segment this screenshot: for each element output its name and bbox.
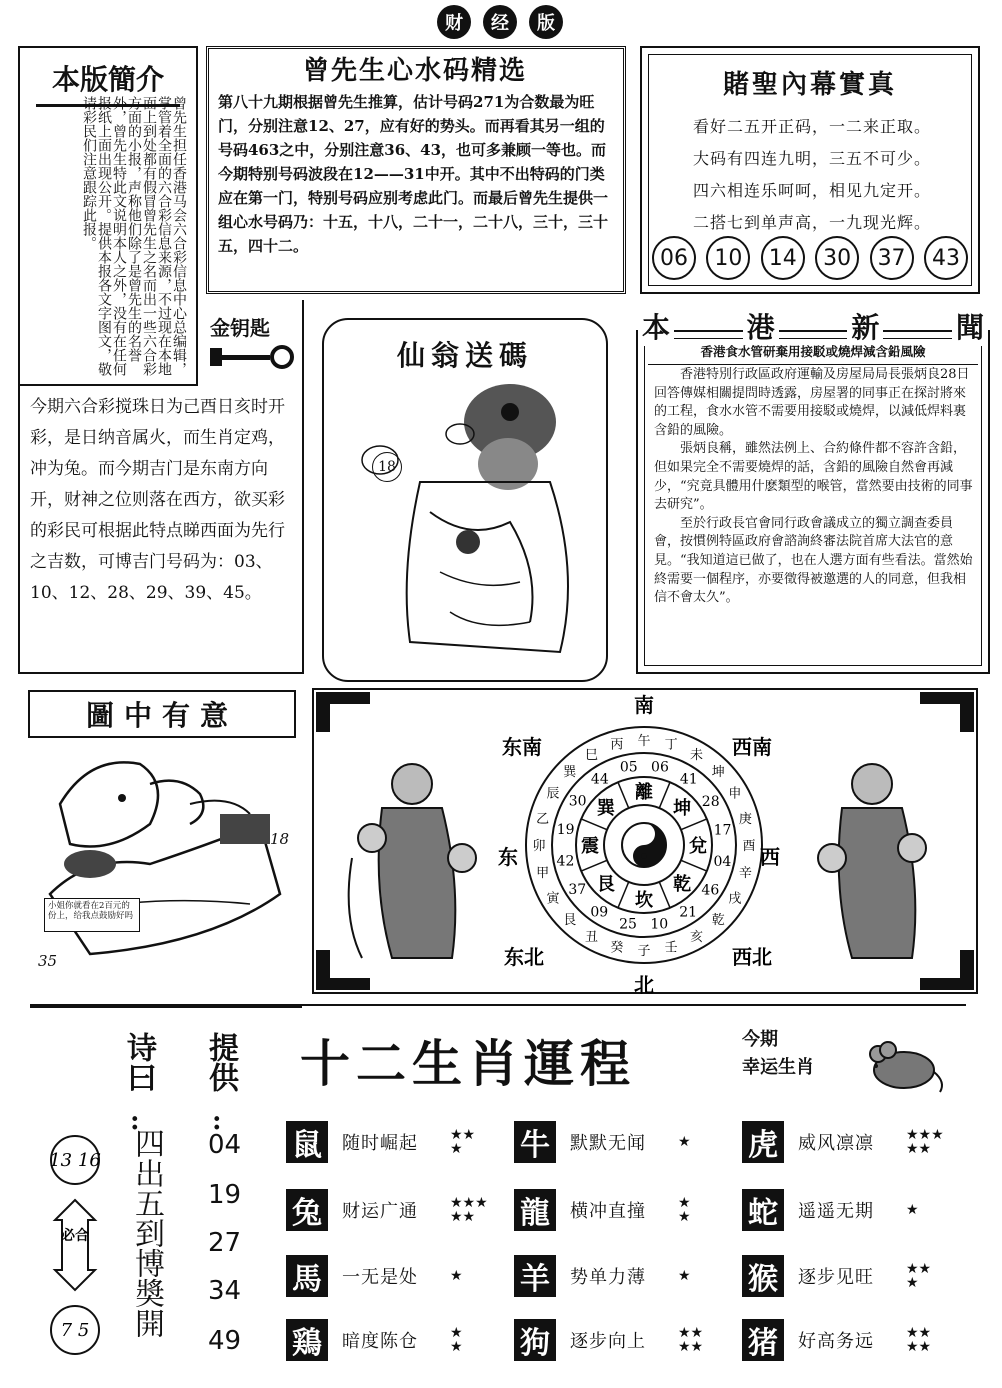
zodiac-sign: 猴 xyxy=(742,1255,784,1297)
bagua-stem-branch: 辛 xyxy=(738,866,752,882)
intro-text: 曾先生担任香港马会六合彩信息中心总编辑，掌管着全面的六合彩信息来源，不过现在本地面上到处都有假冒曾先生之名而出一些六合彩方面的小报，声称他们除了是曾先生的名誉外，曾先生特此文说明本人之外，没有在任何报纸上面出现公开。提供本报各文字图文，敬请彩民们注意跟踪此报。 xyxy=(81,96,187,376)
bagua-number: 09 xyxy=(590,904,609,921)
immortal-title: 仙翁送碼 xyxy=(396,339,533,372)
bagua-stem-branch: 卯 xyxy=(532,839,546,854)
zodiac-fortune-text: 横冲直撞 xyxy=(570,1201,646,1222)
news-section-char: 聞 xyxy=(952,306,988,346)
immortal-illustration xyxy=(360,372,590,672)
star-icon: ★ xyxy=(450,1268,463,1284)
immortal-number-badge: 18 xyxy=(372,452,402,482)
star-icon: ★★ xyxy=(906,1339,932,1355)
direction-south: 南 xyxy=(634,693,654,717)
zodiac-sign: 猪 xyxy=(742,1319,784,1361)
star-icon: ★ xyxy=(906,1275,919,1291)
bagua-stem-branch: 庚 xyxy=(738,811,752,827)
bagua-stem-branch: 寅 xyxy=(546,891,560,907)
poem-line: 大码有四连九明，三五不可少。 xyxy=(692,149,931,168)
cartoon-speech-bubble: 小姐你就看在2百元的份上，给我点鼓励好吗 xyxy=(44,898,140,932)
zodiac-fortune-text: 势单力薄 xyxy=(570,1267,646,1288)
zodiac-fortune-text: 逐步向上 xyxy=(570,1331,646,1352)
bagua-stem-branch: 乙 xyxy=(536,811,550,827)
star-icon: ★★ xyxy=(906,1141,932,1157)
lucky-number: 14 xyxy=(761,236,805,280)
bagua-spoke xyxy=(618,882,629,908)
golden-key-title: 金钥匙 xyxy=(210,316,270,340)
star-icon: ★ xyxy=(906,1202,919,1218)
zodiac-star-rating xyxy=(450,1326,463,1354)
zodiac-sign: 兔 xyxy=(286,1189,328,1231)
bagua-stem-branch: 丁 xyxy=(664,737,678,753)
news-paragraph: 至於行政長官會同行政會議成立的獨立調查委員會，按慣例特區政府會諮詢終審法院首席大法官的意見。“我知道這已做了，也在人選方面有些看法。當然始終需要一個程序，亦要徵得被邀選的人的同意，但我相信不會太久”。 xyxy=(654,515,973,606)
poem-line: 二搭七到单声高，一九现光辉。 xyxy=(692,213,931,232)
star-icon: ★★ xyxy=(450,1209,476,1225)
zodiac-sign: 蛇 xyxy=(742,1189,784,1231)
seal-bottom-text: 7 5 xyxy=(60,1320,90,1341)
corner-pattern xyxy=(920,692,960,704)
zodiac-sign: 虎 xyxy=(742,1121,784,1163)
lucky-zodiac-line: 幸运生肖 xyxy=(742,1057,814,1078)
bagua-number: 19 xyxy=(556,822,575,839)
cartoon-number: 18 xyxy=(270,830,290,848)
corner-pattern xyxy=(920,978,960,990)
zodiac-star-rating xyxy=(678,1326,703,1354)
direction-southwest: 西南 xyxy=(732,735,772,759)
zodiac-fortune-text: 随时崛起 xyxy=(342,1133,418,1154)
provide-heading-colon: : xyxy=(212,1106,222,1136)
star-icon: ★★ xyxy=(906,1261,932,1277)
zodiac-star-rating xyxy=(450,1128,475,1156)
news-paragraph: 香港特別行政區政府運輸及房屋局局長張炳良28日回答傳媒相關提問時透露，房屋署的同事正在探討將來的工程，食水水管不需要用接駁或燒焊，以減低焊料裏含鉛的風險。 xyxy=(654,367,970,438)
bagua-spoke xyxy=(659,782,670,808)
seal-stamp xyxy=(40,1120,110,1370)
bagua-trigram: 艮 xyxy=(596,874,615,896)
zodiac-fortune-text: 威风凛凛 xyxy=(798,1133,874,1154)
zodiac-star-rating xyxy=(450,1196,488,1224)
seal-middle-text: 必合 xyxy=(61,1228,89,1244)
zodiac-item xyxy=(514,1188,691,1232)
provide-heading: 提供 xyxy=(203,1032,238,1092)
provide-number: 27 xyxy=(208,1228,242,1258)
zodiac-sign: 鼠 xyxy=(286,1121,328,1163)
section-divider xyxy=(302,1004,966,1006)
bagua-diagram xyxy=(312,688,978,994)
zodiac-fortune-text: 好高务远 xyxy=(798,1331,874,1352)
bagua-number: 17 xyxy=(713,822,732,839)
zodiac-fortune-text: 财运广通 xyxy=(342,1201,418,1222)
provide-number: 04 xyxy=(208,1130,242,1160)
corner-pattern xyxy=(960,692,974,732)
poem-heading-colon: : xyxy=(130,1106,140,1136)
bagua-stem-branch: 戌 xyxy=(728,891,742,907)
bagua-trigram: 震 xyxy=(581,836,599,857)
direction-north: 北 xyxy=(634,973,654,994)
bagua-number: 42 xyxy=(556,853,575,870)
provide-number: 49 xyxy=(208,1326,242,1356)
corner-pattern xyxy=(316,692,330,732)
intro-title: 本版簡介 xyxy=(36,58,180,107)
star-icon: ★ xyxy=(450,1141,463,1157)
direction-west: 西 xyxy=(760,845,780,869)
secret-code-body: 第八十九期根据曾先生推算，估计号码271为合数最为旺门，分别注意12、27，应有好的势头。而再看其另一组的号码463之中，分别注意36、43，也可多兼顾一等也。而今期特别号码波段在12——31中开。其中不出特码的门类应在第一门，特别号码应别考虑此门。而最后曾先生提供一组心水号码乃：十五，十八，二十一，二十八，三十，三十五，四十二。 xyxy=(218,93,609,255)
news-section-char: 新 xyxy=(847,306,883,346)
bagua-number: 46 xyxy=(701,882,720,899)
news-body xyxy=(654,366,974,608)
key-icon xyxy=(210,344,296,370)
bagua-spoke xyxy=(681,819,707,830)
lucky-number: 06 xyxy=(652,236,696,280)
poem-text: 四出五到博奬開 xyxy=(129,1128,164,1338)
cartoon-number: 35 xyxy=(38,952,58,970)
bagua-trigram: 乾 xyxy=(673,874,692,896)
star-icon: ★ xyxy=(678,1134,691,1150)
bagua-stem-branch: 艮 xyxy=(563,913,577,929)
star-icon: ★★ xyxy=(450,1127,476,1143)
yin-yang-icon xyxy=(622,823,666,867)
bagua-stem-branch: 酉 xyxy=(742,839,756,854)
zodiac-sign: 馬 xyxy=(286,1255,328,1297)
zodiac-star-rating xyxy=(678,1196,691,1224)
provide-number: 19 xyxy=(208,1180,242,1210)
seal-top-text: 13 16 xyxy=(49,1150,101,1171)
bagua-stem-branch: 辰 xyxy=(546,786,560,802)
bagua-spoke xyxy=(681,860,707,871)
right-figures-illustration xyxy=(818,764,926,958)
bagua-number: 04 xyxy=(713,853,732,870)
corner-pattern xyxy=(316,950,330,990)
zodiac-item xyxy=(514,1120,691,1164)
poem-line: 四六相连乐呵呵，相见九定开。 xyxy=(692,181,931,200)
star-icon: ★ xyxy=(450,1325,463,1341)
news-section-char: 本 xyxy=(638,306,674,346)
zodiac-item xyxy=(286,1120,475,1164)
bagua-number: 30 xyxy=(568,793,587,810)
zodiac-fortune-title: 十二生肖運程 xyxy=(300,1035,636,1093)
corner-pattern xyxy=(960,950,974,990)
masthead-char: 版 xyxy=(529,5,563,39)
lucky-zodiac-label xyxy=(742,1026,862,1082)
bagua-stem-branch: 坤 xyxy=(711,764,725,780)
zodiac-star-rating xyxy=(906,1262,931,1290)
corner-pattern xyxy=(330,692,370,704)
bagua-trigram: 坎 xyxy=(635,890,653,911)
lucky-zodiac-line: 今期 xyxy=(742,1029,778,1050)
bagua-spoke xyxy=(581,819,607,830)
star-icon: ★ xyxy=(678,1268,691,1284)
bagua-number: 44 xyxy=(590,771,609,788)
bagua-stem-branch: 午 xyxy=(637,734,651,749)
masthead-char: 经 xyxy=(483,5,517,39)
zodiac-star-rating xyxy=(450,1269,463,1283)
zodiac-item xyxy=(514,1254,691,1298)
bagua-number: 28 xyxy=(701,793,720,810)
bagua-number: 06 xyxy=(651,759,669,776)
poem-number-row xyxy=(652,236,968,280)
bagua-stem-branch: 巳 xyxy=(584,748,599,764)
bagua-stem-branch: 未 xyxy=(689,748,704,764)
zodiac-item xyxy=(742,1120,944,1164)
zodiac-star-rating xyxy=(906,1128,944,1156)
news-section-title xyxy=(638,306,988,346)
bagua-spoke xyxy=(581,860,607,871)
news-headline: 香港食水管研棄用接駁或燒焊減含鉛風險 xyxy=(648,342,978,365)
star-icon: ★★ xyxy=(678,1325,704,1341)
bagua-stem-branch: 壬 xyxy=(664,940,678,956)
zodiac-star-rating xyxy=(678,1135,691,1149)
bagua-stem-branch: 丙 xyxy=(610,737,624,753)
zodiac-fortune-text: 暗度陈仓 xyxy=(342,1331,418,1352)
masthead-char: 财 xyxy=(437,5,471,39)
bagua-stem-branch: 丑 xyxy=(584,929,599,945)
bagua-trigram: 兌 xyxy=(689,836,707,857)
zodiac-star-rating xyxy=(906,1326,931,1354)
zodiac-item xyxy=(286,1254,463,1298)
poem-heading: 诗曰 xyxy=(121,1032,156,1092)
section-divider xyxy=(30,1004,302,1008)
bagua-trigram: 離 xyxy=(635,782,653,803)
bagua-number: 21 xyxy=(679,904,698,921)
lucky-number: 30 xyxy=(815,236,859,280)
bagua-number: 41 xyxy=(679,771,698,788)
provide-number: 34 xyxy=(208,1276,242,1306)
zodiac-star-rating xyxy=(906,1203,919,1217)
zodiac-sign: 鶏 xyxy=(286,1319,328,1361)
zodiac-sign: 牛 xyxy=(514,1121,556,1163)
bagua-stem-branch: 亥 xyxy=(689,929,704,945)
news-section-char: 港 xyxy=(743,306,779,346)
bagua-number: 10 xyxy=(650,916,669,933)
news-paragraph: 張炳良稱，雖然法例上、合約條件都不容許含鉛，但如果完全不需要燒焊的話，含鉛的風險自然會再減少，“究竟具體用什麽類型的喉管，當然要由技術的同事去研究”。 xyxy=(654,441,973,513)
star-icon: ★ xyxy=(678,1209,691,1225)
bagua-stem-branch: 乾 xyxy=(711,913,725,929)
zodiac-sign: 羊 xyxy=(514,1255,556,1297)
bagua-number: 37 xyxy=(568,882,587,899)
zodiac-fortune-text: 默默无闻 xyxy=(570,1133,646,1154)
bagua-number: 25 xyxy=(619,916,637,933)
picture-meaning-title: 圖中有意 xyxy=(28,690,296,738)
bagua-stem-branch: 癸 xyxy=(610,940,624,956)
golden-key-text: 今期六合彩搅珠日为己酉日亥时开彩，是日纳音属火，而生肖定鸡，冲为兔。而今期吉门是东南方向开，财神之位则落在西方，欲买彩的彩民可根据此特点睇西面为先行之吉数，可博吉门号码为：03、10、12、28、29、39、45。 xyxy=(30,397,285,603)
bagua-trigram: 巽 xyxy=(596,797,615,819)
direction-northwest: 西北 xyxy=(732,945,772,969)
zodiac-item xyxy=(286,1318,463,1362)
bagua-trigram: 坤 xyxy=(673,797,692,819)
star-icon: ★★★ xyxy=(450,1195,488,1211)
zodiac-item xyxy=(742,1254,931,1298)
gambling-poem-title: 賭聖內幕實真 xyxy=(722,70,897,100)
zodiac-fortune-text: 遥遥无期 xyxy=(798,1201,874,1222)
rat-icon xyxy=(860,1032,948,1096)
zodiac-item xyxy=(742,1188,919,1232)
bagua-stem-branch: 甲 xyxy=(536,866,550,882)
direction-east: 东 xyxy=(498,845,518,869)
bagua-number: 05 xyxy=(619,759,638,776)
zodiac-sign: 狗 xyxy=(514,1319,556,1361)
zodiac-item xyxy=(742,1318,931,1362)
bagua-spoke xyxy=(659,882,670,908)
bagua-stem-branch: 申 xyxy=(728,786,742,802)
zodiac-sign: 龍 xyxy=(514,1189,556,1231)
masthead xyxy=(420,4,580,40)
star-icon: ★★★ xyxy=(906,1127,944,1143)
left-figures-illustration xyxy=(349,764,476,958)
secret-code-title: 曾先生心水码精选 xyxy=(302,56,527,86)
lucky-number: 43 xyxy=(924,236,968,280)
poem-line: 看好二五开正码，一二来正取。 xyxy=(692,117,931,136)
bagua-spoke xyxy=(618,782,629,808)
zodiac-fortune-text: 逐步见旺 xyxy=(798,1267,874,1288)
zodiac-item xyxy=(514,1318,703,1362)
star-icon: ★ xyxy=(678,1195,691,1211)
bagua-stem-branch: 子 xyxy=(637,944,651,959)
star-icon: ★★ xyxy=(678,1339,704,1355)
direction-northeast: 东北 xyxy=(504,945,544,969)
zodiac-fortune-text: 一无是处 xyxy=(342,1267,418,1288)
lucky-number: 37 xyxy=(870,236,914,280)
lucky-number: 10 xyxy=(706,236,750,280)
zodiac-star-rating xyxy=(678,1269,691,1283)
bagua-stem-branch: 巽 xyxy=(563,764,577,780)
star-icon: ★ xyxy=(450,1339,463,1355)
direction-southeast: 东南 xyxy=(502,735,542,759)
zodiac-item xyxy=(286,1188,488,1232)
star-icon: ★★ xyxy=(906,1325,932,1341)
corner-pattern xyxy=(330,978,370,990)
